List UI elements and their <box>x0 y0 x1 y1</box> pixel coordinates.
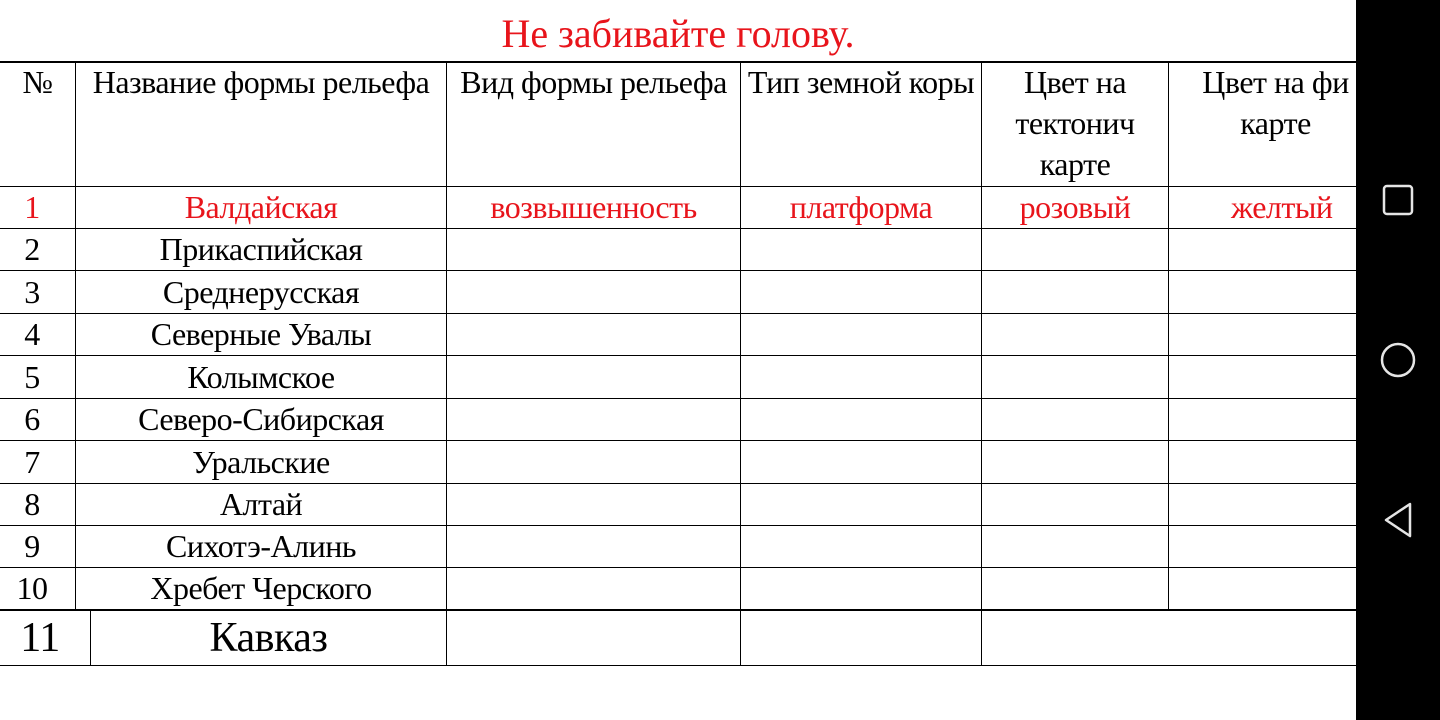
header-type: Вид формы рельефа <box>460 64 727 100</box>
back-triangle-icon <box>1380 500 1416 540</box>
row1-crust: платформа <box>789 189 933 225</box>
recents-button[interactable] <box>1372 174 1424 226</box>
row1-number: 1 <box>24 189 40 225</box>
table-row-name: Сихотэ-Алинь <box>166 528 356 564</box>
table-row-number: 9 <box>24 528 40 564</box>
recents-square-icon <box>1381 183 1415 217</box>
table-row-number: 3 <box>24 273 40 310</box>
row1-physical-color: желтый <box>1231 189 1333 225</box>
table-row-number: 7 <box>24 443 40 480</box>
system-navigation-bar <box>1356 0 1440 720</box>
last-row-number: 11 <box>20 614 60 661</box>
table-row-number: 5 <box>24 358 40 395</box>
table-row-name: Алтай <box>219 486 303 522</box>
header-name: Название формы рельефа <box>92 64 430 100</box>
table-row-number: 6 <box>24 401 40 437</box>
home-button[interactable] <box>1372 334 1424 386</box>
table-row-number: 4 <box>24 316 40 352</box>
row1-tectonic-color: розовый <box>1019 189 1131 225</box>
table-row-name: Северо-Сибирская <box>138 401 384 437</box>
table-row-name: Северные Увалы <box>150 316 372 352</box>
header-tectonic-color: Цвет на тектонич карте <box>1015 64 1135 182</box>
row1-type: возвышенность <box>490 189 697 225</box>
last-row-name: Кавказ <box>209 614 328 661</box>
table-row-name: Уральские <box>192 443 330 480</box>
header-crust: Тип земной коры <box>747 64 975 100</box>
table-row-number: 2 <box>24 231 40 267</box>
header-number: № <box>22 64 53 100</box>
header-physical-color: Цвет на фи карте <box>1202 64 1349 141</box>
table-row-name: Хребет Черского <box>150 570 372 606</box>
home-circle-icon <box>1378 340 1418 380</box>
row1-name: Валдайская <box>184 189 338 225</box>
table-row-name: Прикаспийская <box>159 231 363 267</box>
page-title: Не забивайте голову. <box>501 11 855 56</box>
back-button[interactable] <box>1372 494 1424 546</box>
table-row-number: 10 <box>16 570 48 606</box>
table-row-name: Среднерусская <box>162 273 360 310</box>
table-row-name: Колымское <box>187 358 335 395</box>
table-row-number: 8 <box>24 486 40 522</box>
